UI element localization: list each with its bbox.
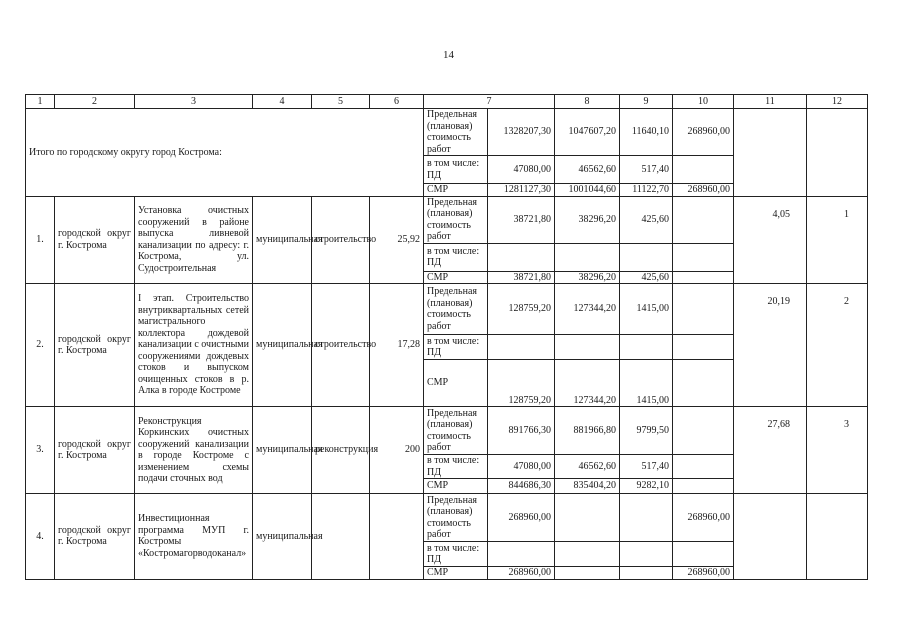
table-row bbox=[26, 284, 868, 335]
item-col11: 20,19 bbox=[734, 284, 807, 407]
value-cell-v10 bbox=[673, 455, 734, 479]
cost-type-cell: Предельная (плановая) стоимость работ bbox=[424, 407, 488, 455]
item-number: 3. bbox=[26, 407, 55, 494]
item-col12: 3 bbox=[807, 407, 868, 494]
col11-cell bbox=[734, 109, 807, 197]
value-cell-v10 bbox=[673, 196, 734, 243]
page-number: 14 bbox=[443, 49, 454, 61]
value-cell-v9 bbox=[620, 335, 673, 360]
cost-type-cell: СМР bbox=[424, 360, 488, 407]
value-cell-v10 bbox=[673, 542, 734, 567]
cost-type-cell: Предельная (плановая) стоимость работ bbox=[424, 284, 488, 335]
value-cell-v8: 46562,60 bbox=[555, 156, 620, 184]
header-cell: 7 bbox=[424, 95, 555, 109]
cost-type-cell: СМР bbox=[424, 567, 488, 580]
value-cell-v8: 835404,20 bbox=[555, 479, 620, 494]
value-cell-v10 bbox=[673, 284, 734, 335]
value-cell-v10: 268960,00 bbox=[673, 109, 734, 156]
value-cell-v7 bbox=[488, 542, 555, 567]
total-row bbox=[26, 109, 868, 156]
cost-type-cell: в том числе: ПД bbox=[424, 156, 488, 184]
value-cell-v8 bbox=[555, 567, 620, 580]
item-col12: 1 bbox=[807, 196, 868, 284]
value-cell-v9: 425,60 bbox=[620, 271, 673, 284]
item-work-type: строительство bbox=[312, 196, 370, 284]
value-cell-v9: 11122,70 bbox=[620, 184, 673, 197]
value-cell-v7: 38721,80 bbox=[488, 271, 555, 284]
value-cell-v10 bbox=[673, 156, 734, 184]
value-cell-v9 bbox=[620, 243, 673, 271]
header-cell: 10 bbox=[673, 95, 734, 109]
item-location: городской округ г. Кострома bbox=[55, 494, 135, 580]
item-number: 1. bbox=[26, 196, 55, 284]
value-cell-v7: 891766,30 bbox=[488, 407, 555, 455]
value-cell-v8: 1047607,20 bbox=[555, 109, 620, 156]
header-cell: 12 bbox=[807, 95, 868, 109]
value-cell-v10 bbox=[673, 243, 734, 271]
value-cell-v10 bbox=[673, 479, 734, 494]
value-cell-v9 bbox=[620, 542, 673, 567]
value-cell-v7 bbox=[488, 335, 555, 360]
value-cell-v8: 38296,20 bbox=[555, 196, 620, 243]
header-row bbox=[26, 95, 868, 109]
cost-type-cell: Предельная (плановая) стоимость работ bbox=[424, 196, 488, 243]
value-cell-v7: 38721,80 bbox=[488, 196, 555, 243]
item-location: городской округ г. Кострома bbox=[55, 407, 135, 494]
header-cell: 3 bbox=[135, 95, 253, 109]
value-cell-v8 bbox=[555, 243, 620, 271]
item-ownership: муниципальная bbox=[253, 494, 312, 580]
value-cell-v10: 268960,00 bbox=[673, 567, 734, 580]
cost-type-cell: Предельная (плановая) стоимость работ bbox=[424, 494, 488, 542]
value-cell-v8: 127344,20 bbox=[555, 360, 620, 407]
header-cell: 9 bbox=[620, 95, 673, 109]
cost-type-cell: СМР bbox=[424, 479, 488, 494]
value-cell-v7: 47080,00 bbox=[488, 156, 555, 184]
value-cell-v9: 517,40 bbox=[620, 156, 673, 184]
value-cell-v9 bbox=[620, 494, 673, 542]
col12-cell bbox=[807, 109, 868, 197]
table-row bbox=[26, 494, 868, 542]
item-col12: 2 bbox=[807, 284, 868, 407]
value-cell-v8: 1001044,60 bbox=[555, 184, 620, 197]
header-cell: 4 bbox=[253, 95, 312, 109]
value-cell-v10: 268960,00 bbox=[673, 494, 734, 542]
value-cell-v8 bbox=[555, 494, 620, 542]
cost-type-cell: в том числе: ПД bbox=[424, 455, 488, 479]
value-cell-v9: 11640,10 bbox=[620, 109, 673, 156]
table-row bbox=[26, 407, 868, 455]
item-ownership: муниципальная bbox=[253, 407, 312, 494]
item-number: 4. bbox=[26, 494, 55, 580]
value-cell-v8 bbox=[555, 335, 620, 360]
value-cell-v9 bbox=[620, 567, 673, 580]
value-cell-v8: 881966,80 bbox=[555, 407, 620, 455]
header-cell: 6 bbox=[370, 95, 424, 109]
value-cell-v7: 1281127,30 bbox=[488, 184, 555, 197]
value-cell-v7: 268960,00 bbox=[488, 567, 555, 580]
value-cell-v9: 9282,10 bbox=[620, 479, 673, 494]
header-cell: 2 bbox=[55, 95, 135, 109]
value-cell-v9: 1415,00 bbox=[620, 284, 673, 335]
value-cell-v10 bbox=[673, 407, 734, 455]
item-number: 2. bbox=[26, 284, 55, 407]
item-col11: 27,68 bbox=[734, 407, 807, 494]
cost-type-cell: в том числе: ПД bbox=[424, 542, 488, 567]
value-cell-v7: 1328207,30 bbox=[488, 109, 555, 156]
value-cell-v8: 38296,20 bbox=[555, 271, 620, 284]
cost-type-cell: СМР bbox=[424, 184, 488, 197]
header-cell: 5 bbox=[312, 95, 370, 109]
item-col11: 4,05 bbox=[734, 196, 807, 284]
item-name: Установка очистных сооружений в районе выпуска ливневой канализации по адресу: г. Кострома, ул. Судостроительная bbox=[135, 196, 253, 284]
value-cell-v8: 127344,20 bbox=[555, 284, 620, 335]
item-work-type: строительство bbox=[312, 284, 370, 407]
table-row bbox=[26, 196, 868, 243]
value-cell-v10: 268960,00 bbox=[673, 184, 734, 197]
value-cell-v8: 46562,60 bbox=[555, 455, 620, 479]
header-cell: 8 bbox=[555, 95, 620, 109]
value-cell-v7: 268960,00 bbox=[488, 494, 555, 542]
value-cell-v7: 844686,30 bbox=[488, 479, 555, 494]
total-label: Итого по городскому округу город Кострома: bbox=[26, 109, 424, 197]
cost-type-cell: СМР bbox=[424, 271, 488, 284]
value-cell-v7: 128759,20 bbox=[488, 284, 555, 335]
value-cell-v10 bbox=[673, 360, 734, 407]
value-cell-v10 bbox=[673, 335, 734, 360]
cost-type-cell: Предельная (плановая) стоимость работ bbox=[424, 109, 488, 156]
item-ownership: муниципальная bbox=[253, 284, 312, 407]
value-cell-v7 bbox=[488, 243, 555, 271]
value-cell-v9: 9799,50 bbox=[620, 407, 673, 455]
header-cell: 1 bbox=[26, 95, 55, 109]
item-capacity: 200 bbox=[370, 407, 424, 494]
cost-type-cell: в том числе: ПД bbox=[424, 243, 488, 271]
item-ownership: муниципальная bbox=[253, 196, 312, 284]
item-location: городской округ г. Кострома bbox=[55, 284, 135, 407]
item-name: I этап. Строительство внутриквартальных сетей магистрального коллектора дождевой канализации с очистными сооружениями дождевых стоков и выпуском очищенных стоков в р. Алка в городе Костроме bbox=[135, 284, 253, 407]
item-capacity bbox=[370, 494, 424, 580]
item-work-type: реконструкция bbox=[312, 407, 370, 494]
value-cell-v10 bbox=[673, 271, 734, 284]
item-capacity: 25,92 bbox=[370, 196, 424, 284]
header-cell: 11 bbox=[734, 95, 807, 109]
item-location: городской округ г. Кострома bbox=[55, 196, 135, 284]
investment-table bbox=[25, 94, 868, 580]
item-name: Реконструкция Коркинских очистных сооружений канализации в городе Костроме с изменением схемы подачи сточных вод bbox=[135, 407, 253, 494]
value-cell-v9: 425,60 bbox=[620, 196, 673, 243]
value-cell-v9: 517,40 bbox=[620, 455, 673, 479]
cost-type-cell: в том числе: ПД bbox=[424, 335, 488, 360]
value-cell-v7: 47080,00 bbox=[488, 455, 555, 479]
item-name: Инвестиционная программа МУП г. Костромы «Костромагорводоканал» bbox=[135, 494, 253, 580]
item-col12 bbox=[807, 494, 868, 580]
item-col11 bbox=[734, 494, 807, 580]
value-cell-v8 bbox=[555, 542, 620, 567]
value-cell-v7: 128759,20 bbox=[488, 360, 555, 407]
item-capacity: 17,28 bbox=[370, 284, 424, 407]
value-cell-v9: 1415,00 bbox=[620, 360, 673, 407]
